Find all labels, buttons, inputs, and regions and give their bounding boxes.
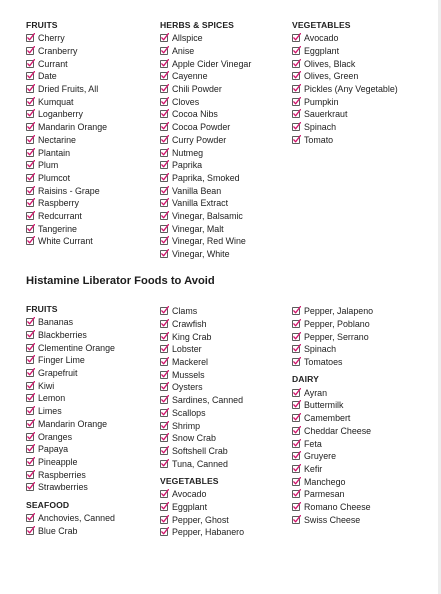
list-item-label: Vinegar, Balsamic [172,210,243,221]
list-item-label: Eggplant [304,46,340,57]
list-item-label: Paprika, Smoked [172,172,240,183]
checkbox-checked-icon [26,97,35,106]
checkbox-checked-icon [26,317,35,326]
list-item [26,184,151,197]
checkbox-checked-icon [292,97,301,106]
list-item-label: Scallops [172,407,206,418]
list-item-label: Buttermilk [304,400,344,411]
list-item [292,32,432,45]
list-item [160,184,288,197]
list-item-label: Tomato [304,134,334,145]
checkbox-checked-icon [160,527,169,536]
checkbox-checked-icon [292,46,301,55]
list-item [292,412,432,425]
list-item-label: Avocado [304,33,339,44]
list-item [160,318,288,331]
list-item-label: Nutmeg [172,147,204,158]
list-item-label: Date [38,71,57,82]
list-item-label: Raspberries [38,469,86,480]
list-item-label: Swiss Cheese [304,514,361,525]
list-item-label: Crawfish [172,319,207,330]
list-item [26,197,151,210]
list-item-label: Tangerine [38,223,77,234]
checkbox-checked-icon [26,393,35,402]
list-item-label: Pepper, Ghost [172,514,229,525]
checkbox-checked-icon [26,122,35,131]
bottom-column-1 [26,302,151,537]
list-item [160,488,288,501]
list-item [26,481,151,494]
checkbox-checked-icon [160,357,169,366]
list-item [160,330,288,343]
list-item [160,457,288,470]
list-item-label: Mandarin Orange [38,122,108,133]
list-item-label: Tuna, Canned [172,458,228,469]
list-item-label: Blackberries [38,330,87,341]
list-item [160,305,288,318]
checkbox-checked-icon [292,439,301,448]
list-item [160,95,288,108]
list-item [292,475,432,488]
checkbox-checked-icon [160,59,169,68]
top-column-3 [292,18,432,146]
category-heading-herbs-spices: HERBS & SPICES [160,20,234,30]
list-item-label: Anchovies, Canned [38,512,115,523]
checkbox-checked-icon [160,344,169,353]
checkbox-checked-icon [26,71,35,80]
bottom-column-2 [160,305,288,539]
checkbox-checked-icon [26,59,35,68]
list-item [160,432,288,445]
list-item [26,418,151,431]
list-item-label: Cherry [38,33,65,44]
list-item [26,134,151,147]
checkbox-checked-icon [292,464,301,473]
list-item-label: Raisins - Grape [38,185,100,196]
list-item-label: King Crab [172,331,212,342]
checkbox-checked-icon [160,135,169,144]
list-item [292,356,432,369]
list-item-label: Allspice [172,33,203,44]
list-item [160,248,288,261]
category-heading-fruits: FRUITS [26,304,58,314]
checkbox-checked-icon [160,160,169,169]
list-item [160,222,288,235]
checkbox-checked-icon [292,400,301,409]
checkbox-checked-icon [160,71,169,80]
checkbox-checked-icon [292,413,301,422]
checkbox-checked-icon [26,381,35,390]
checkbox-checked-icon [26,148,35,157]
category-heading-vegetables: VEGETABLES [160,475,219,486]
list-item [26,468,151,481]
checkbox-checked-icon [160,211,169,220]
list-item-label: White Currant [38,236,93,247]
list-item-label: Plantain [38,147,71,158]
category-heading-vegetables: VEGETABLES [292,20,351,30]
checkbox-checked-icon [160,249,169,258]
list-item [292,318,432,331]
list-item [26,70,151,83]
list-item [26,316,151,329]
list-item-label: Anise [172,46,195,57]
checkbox-checked-icon [160,122,169,131]
checkbox-checked-icon [160,408,169,417]
checkbox-checked-icon [160,446,169,455]
checkbox-checked-icon [292,109,301,118]
list-item-label: Sardines, Canned [172,395,244,406]
list-item-label: Manchego [304,476,346,487]
list-item [26,354,151,367]
list-item [292,488,432,501]
list-item-label: Camembert [304,413,351,424]
list-item [160,197,288,210]
checkbox-checked-icon [292,502,301,511]
list-item-label: Raspberry [38,198,79,209]
checkbox-checked-icon [292,344,301,353]
list-item [160,45,288,58]
checkbox-checked-icon [160,224,169,233]
list-item [292,386,432,399]
list-item-label: Lemon [38,393,66,404]
list-item-label: Clementine Orange [38,342,115,353]
list-item-label: Lobster [172,344,202,355]
list-item [26,524,151,537]
list-item [26,108,151,121]
checkbox-checked-icon [160,148,169,157]
list-item [26,379,151,392]
list-item-label: Tomatoes [304,357,343,368]
checkbox-checked-icon [26,513,35,522]
list-item [160,121,288,134]
list-item-label: Oranges [38,431,73,442]
checkbox-checked-icon [26,198,35,207]
checkbox-checked-icon [26,457,35,466]
bottom-column-3 [292,305,432,526]
list-item [292,108,432,121]
checkbox-checked-icon [292,515,301,524]
list-item-label: Currant [38,58,68,69]
list-item [160,83,288,96]
checkbox-checked-icon [160,109,169,118]
list-item [292,501,432,514]
checkbox-checked-icon [292,477,301,486]
list-item [26,341,151,354]
list-item [26,367,151,380]
list-item-label: Cheddar Cheese [304,425,372,436]
checkbox-checked-icon [292,426,301,435]
checkbox-checked-icon [160,382,169,391]
list-item-label: Apple Cider Vinegar [172,58,252,69]
list-item-label: Clams [172,306,198,317]
list-item-label: Kiwi [38,380,55,391]
checkbox-checked-icon [292,357,301,366]
list-item-label: Plum [38,160,59,171]
list-item-label: Loganberry [38,109,83,120]
list-item-label: Parmesan [304,489,345,500]
checkbox-checked-icon [292,332,301,341]
list-item-label: Cranberry [38,46,78,57]
list-item [26,45,151,58]
list-item [160,407,288,420]
checkbox-checked-icon [292,135,301,144]
checkbox-checked-icon [292,306,301,315]
list-item [292,330,432,343]
list-item-label: Grapefruit [38,368,78,379]
checkbox-checked-icon [292,489,301,498]
list-item-label: Curry Powder [172,134,227,145]
list-item [160,394,288,407]
list-item [292,95,432,108]
list-item [160,513,288,526]
checkbox-checked-icon [26,160,35,169]
list-item-label: Limes [38,406,62,417]
list-item-label: Shrimp [172,420,201,431]
list-item-label: Snow Crab [172,433,216,444]
list-item [26,32,151,45]
list-item-label: Cloves [172,96,200,107]
checkbox-checked-icon [160,395,169,404]
list-item [160,235,288,248]
list-item [292,45,432,58]
list-item-label: Vinegar, White [172,249,230,260]
list-item [26,57,151,70]
list-item-label: Plumcot [38,172,71,183]
list-item-label: Spinach [304,344,337,355]
checkbox-checked-icon [26,419,35,428]
checkbox-checked-icon [26,470,35,479]
list-item-label: Pepper, Poblano [304,319,370,330]
list-item [292,83,432,96]
list-item-label: Kumquat [38,96,74,107]
checkbox-checked-icon [26,135,35,144]
list-item [160,445,288,458]
checkbox-checked-icon [26,224,35,233]
top-column-1 [26,18,151,248]
list-item [26,121,151,134]
list-item [292,399,432,412]
checkbox-checked-icon [26,444,35,453]
list-item [160,70,288,83]
checkbox-checked-icon [160,502,169,511]
list-item-label: Kefir [304,463,323,474]
list-item-label: Vinegar, Red Wine [172,236,246,247]
checkbox-checked-icon [160,84,169,93]
list-item [292,305,432,318]
list-item [26,83,151,96]
checkbox-checked-icon [26,84,35,93]
list-item-label: Finger Lime [38,355,85,366]
list-item-label: Pepper, Habanero [172,527,245,538]
checkbox-checked-icon [160,370,169,379]
list-item-label: Mandarin Orange [38,418,108,429]
checkbox-checked-icon [26,186,35,195]
checkbox-checked-icon [26,432,35,441]
list-item-label: Papaya [38,444,69,455]
checkbox-checked-icon [26,109,35,118]
list-item-label: Olives, Black [304,58,356,69]
list-item [160,172,288,185]
list-item-label: Strawberries [38,482,88,493]
list-item [26,222,151,235]
checkbox-checked-icon [26,173,35,182]
category-heading-dairy: DAIRY [292,374,319,385]
list-item [26,172,151,185]
checkbox-checked-icon [160,319,169,328]
list-item-label: Eggplant [172,501,208,512]
list-item [160,108,288,121]
list-item [160,210,288,223]
list-item [292,463,432,476]
category-heading-seafood: SEAFOOD [26,499,70,510]
list-item [160,356,288,369]
list-item [292,437,432,450]
list-item [26,443,151,456]
checkbox-checked-icon [160,459,169,468]
list-item-label: Chili Powder [172,84,222,95]
list-item-label: Ayran [304,387,328,398]
list-item-label: Pineapple [38,456,78,467]
checkbox-checked-icon [292,319,301,328]
list-item [26,392,151,405]
list-item-label: Pepper, Serrano [304,331,369,342]
list-item-label: Cocoa Nibs [172,109,218,120]
checkbox-checked-icon [160,433,169,442]
list-item [292,450,432,463]
list-item [26,235,151,248]
list-item [292,343,432,356]
list-item-label: Vanilla Bean [172,185,222,196]
checkbox-checked-icon [160,46,169,55]
checkbox-checked-icon [292,122,301,131]
checkbox-checked-icon [160,33,169,42]
category-heading-fruits: FRUITS [26,20,58,30]
checkbox-checked-icon [26,211,35,220]
list-item [26,405,151,418]
list-item [26,512,151,525]
list-item-label: Bananas [38,317,74,328]
list-item-label: Softshell Crab [172,445,228,456]
checkbox-checked-icon [26,236,35,245]
list-item [160,57,288,70]
checkbox-checked-icon [26,406,35,415]
list-item [160,419,288,432]
checkbox-checked-icon [292,71,301,80]
list-item-label: Sauerkraut [304,109,348,120]
list-item-label: Spinach [304,122,337,133]
list-item [160,381,288,394]
list-item-label: Paprika [172,160,203,171]
list-item [26,430,151,443]
checkbox-checked-icon [292,451,301,460]
list-item [160,159,288,172]
list-item [26,456,151,469]
list-item [160,134,288,147]
list-item-label: Feta [304,438,322,449]
list-item [160,368,288,381]
checkbox-checked-icon [26,368,35,377]
section-title: Histamine Liberator Foods to Avoid [26,275,215,287]
list-item [160,32,288,45]
checkbox-checked-icon [160,306,169,315]
list-item [292,134,432,147]
list-item [26,146,151,159]
list-item-label: Vinegar, Malt [172,223,224,234]
list-item [292,513,432,526]
list-item-label: Pumpkin [304,96,339,107]
list-item [292,57,432,70]
list-item [292,121,432,134]
list-item-label: Pickles (Any Vegetable) [304,84,398,95]
checkbox-checked-icon [160,198,169,207]
checkbox-checked-icon [160,515,169,524]
checkbox-checked-icon [160,186,169,195]
checkbox-checked-icon [160,332,169,341]
list-item [292,425,432,438]
list-item-label: Redcurrant [38,210,82,221]
checkbox-checked-icon [292,84,301,93]
list-item-label: Mussels [172,369,205,380]
list-item [160,501,288,514]
checkbox-checked-icon [160,97,169,106]
list-item [26,159,151,172]
checkbox-checked-icon [26,482,35,491]
checkbox-checked-icon [160,489,169,498]
list-item-label: Oysters [172,382,203,393]
checkbox-checked-icon [160,236,169,245]
list-item-label: Romano Cheese [304,501,371,512]
list-item-label: Blue Crab [38,525,78,536]
list-item [160,146,288,159]
list-item [26,95,151,108]
list-item-label: Nectarine [38,134,76,145]
list-item-label: Dried Fruits, All [38,84,99,95]
list-item-label: Vanilla Extract [172,198,229,209]
list-item-label: Pepper, Jalapeno [304,306,374,317]
checkbox-checked-icon [292,33,301,42]
list-item [292,70,432,83]
checkbox-checked-icon [160,173,169,182]
list-item-label: Gruyere [304,451,337,462]
list-item-label: Mackerel [172,357,209,368]
list-item-label: Avocado [172,489,207,500]
list-item-label: Cayenne [172,71,208,82]
checkbox-checked-icon [26,330,35,339]
checkbox-checked-icon [26,526,35,535]
list-item [26,329,151,342]
checkbox-checked-icon [26,343,35,352]
list-item [160,526,288,539]
checkbox-checked-icon [26,46,35,55]
list-item [26,210,151,223]
checkbox-checked-icon [26,355,35,364]
top-column-2 [160,18,288,260]
checkbox-checked-icon [26,33,35,42]
checkbox-checked-icon [292,59,301,68]
list-item-label: Cocoa Powder [172,122,231,133]
list-item-label: Olives, Green [304,71,359,82]
list-item [160,343,288,356]
checkbox-checked-icon [292,388,301,397]
checkbox-checked-icon [160,421,169,430]
